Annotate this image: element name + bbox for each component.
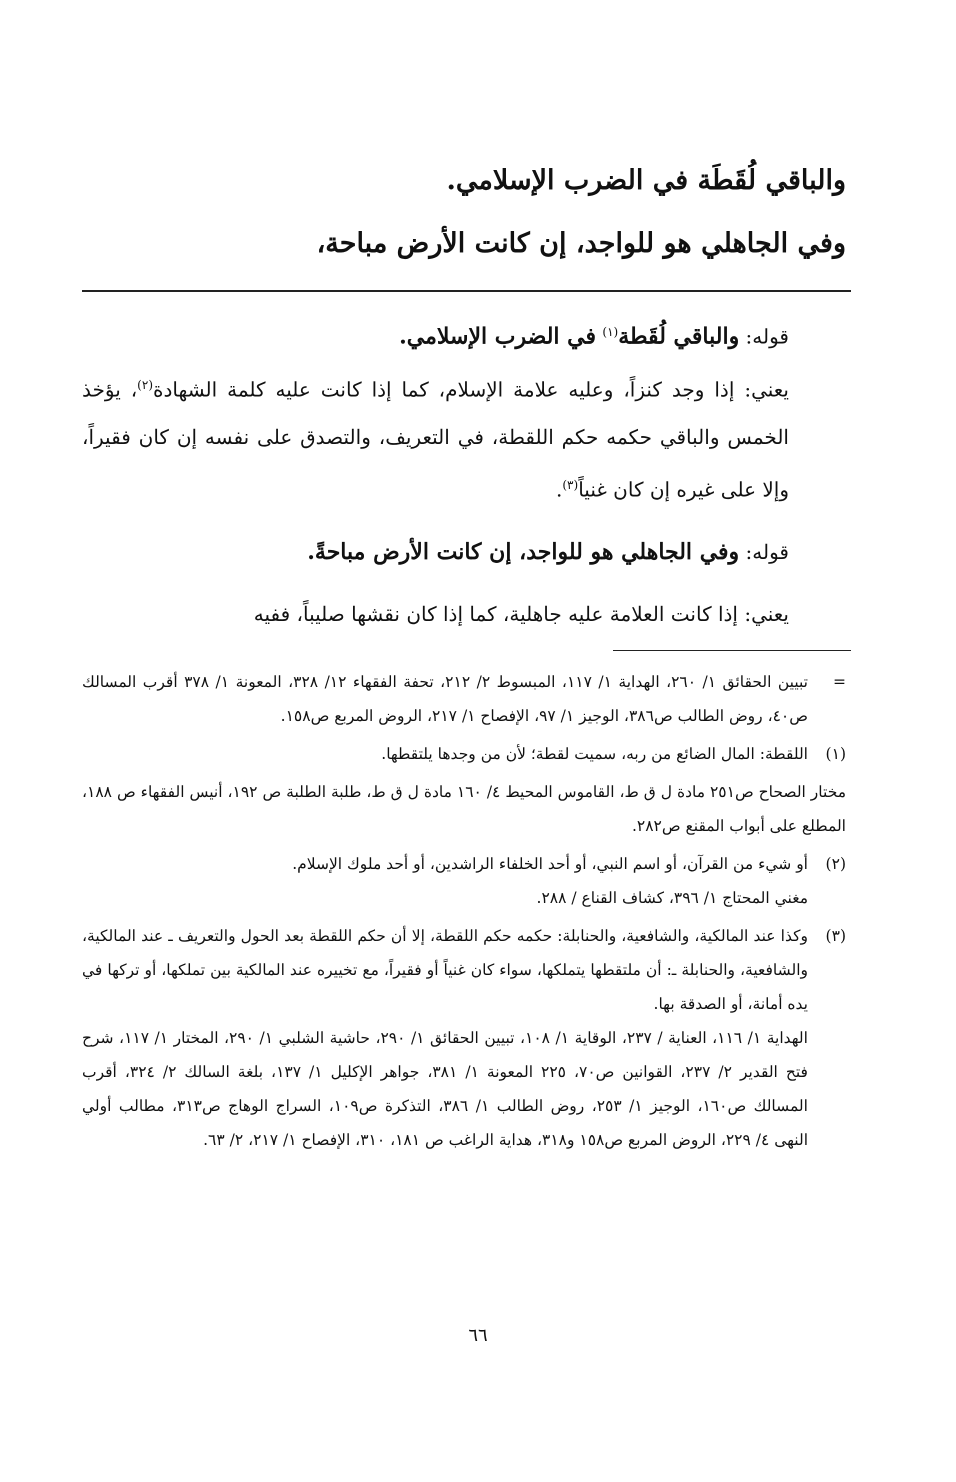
footnote-3-sources: الهداية ١/ ١١٦، العناية / ٢٣٧، الوقاية ١/ ١٠٨، تبيين الحقائق ١/ ٢٩٠، حاشية الشلبي ١/ ٢٩٠، المختار ١/ ١١٧، شرح فتح القدير ٢/ ٢٣٧، القوانين ص٧٠، ٢٢٥ المعونة ١/ ٣٨١، جواهر الإكليل ١/ ١٣٧، بلغة السالك ٢/ ٣٢٤، أقرب المسالك ص١٦٠، الوجيز ١/ ٢٥٣، روض الطالب ١/ ٣٨٦، التذكرة ص١٠٩، السراج الوهاج ص٣١٣، مطالب أولي النهى ٤/ ٢٢٩، الروض المربع ص١٥٨ و٣١٨، هداية الراغب ص ١٨١، ٣١٠، الإفصاح ١/ ٢١٧، ٢/ ٦٣. xyxy=(82,1029,808,1149)
commentary-1-part-b: ، يؤخذ الخمس والباقي حكمه حكم اللقطة، في التعريف، والتصدق على نفسه إن كان فقيراً، وإلا على غيره إن كان غنياً xyxy=(82,377,789,502)
footnote-3 xyxy=(82,919,846,1157)
continuation-mark: = xyxy=(833,673,846,691)
matn-separator-rule xyxy=(82,290,851,292)
footnote-1-sources: مختار الصحاح ص٢٥١ مادة ل ق ط، القاموس المحيط ٤/ ١٦٠ مادة ل ق ط، طلبة الطلبة ص ١٩٢، أنيس الفقهاء ص ١٨٨، المطلع على أبواب المقنع ص٢٨٢. xyxy=(82,783,847,835)
quote-1-text: والباقي لُقَطة xyxy=(618,323,740,350)
commentary-1-part-a: يعني: إذا وجد كنزاً، وعليه علامة الإسلام، كما إذا كانت عليه كلمة الشهادة xyxy=(153,377,789,402)
quote-1-tail: في الضرب الإسلامي. xyxy=(399,323,597,350)
page-number: ٦٦ xyxy=(468,1325,488,1346)
footnote-2-number: (٢) xyxy=(825,855,846,873)
footnote-ref-1[interactable]: (١) xyxy=(602,325,619,339)
quote-2-text: وفي الجاهلي هو للواجد، إن كانت الأرض مباحةً. xyxy=(307,538,740,565)
quote-1 xyxy=(82,308,851,361)
footnote-3-text: وكذا عند المالكية، والشافعية، والحنابلة: حكمه حكم اللقطة، إلا أن حكم اللقطة بعد الحول والتعريف ـ عند المالكية، والشافعية، والحنابلة ـ: أن ملتقطها يتملكها، سواء كان غنياً أو فقيراً، مع تخييره عند المالكية بين تملكها، أو تركها في يده أمانة، أو الصدقة بها. xyxy=(82,927,808,1013)
footnote-1-number: (١) xyxy=(825,745,846,763)
quote-1-intro: قوله: xyxy=(745,324,789,349)
footnote-2-sources: مغني المحتاج ١/ ٣٩٦، كشاف القناع / ٢٨٨. xyxy=(536,889,808,907)
footnote-ref-3[interactable]: (٣) xyxy=(562,478,579,493)
footnote-separator-rule xyxy=(613,650,851,651)
footnotes-block xyxy=(82,665,846,1161)
commentary-1-part-c: . xyxy=(556,477,563,502)
quote-2-intro: قوله: xyxy=(745,539,789,564)
footnote-1 xyxy=(82,737,846,771)
commentary-block xyxy=(82,308,851,638)
footnote-2 xyxy=(82,847,846,915)
footnote-ref-2[interactable]: (٢) xyxy=(137,377,153,392)
commentary-paragraph-2: يعني: إذا كانت العلامة عليه جاهلية، كما إذا كان نقشها صليباً، ففيه xyxy=(253,601,789,626)
quote-2 xyxy=(82,528,851,576)
matn-line-2: وفي الجاهلي هو للواجد، إن كانت الأرض مباحة، xyxy=(316,228,846,259)
footnote-continuation-text: تبيين الحقائق ١/ ٢٦٠، الهداية ١/ ١١٧، المبسوط ٢/ ٢١٢، تحفة الفقهاء ١٢/ ٣٢٨، المعونة ١/ ٣٧٨ أقرب المسالك ص٤٠، روض الطالب ص٣٨٦، الوجيز ١/ ٩٧، الإفصاح ١/ ٢١٧، الروض المربع ص١٥٨. xyxy=(82,673,808,725)
footnote-1-definition: اللقطة: المال الضائع من ربه، سميت لقطة؛ لأن من وجدها يلتقطها. xyxy=(381,745,808,763)
matn-line-1: والباقي لُقَطَة في الضرب الإسلامي. xyxy=(446,165,846,196)
footnote-continuation xyxy=(82,665,846,733)
footnote-3-number: (٣) xyxy=(825,927,846,945)
commentary-paragraph-1 xyxy=(82,361,851,514)
footnote-2-text: أو شيء من القرآن، أو اسم النبي، أو أحد الخلفاء الراشدين، أو أحد ملوك الإسلام. xyxy=(292,855,808,873)
